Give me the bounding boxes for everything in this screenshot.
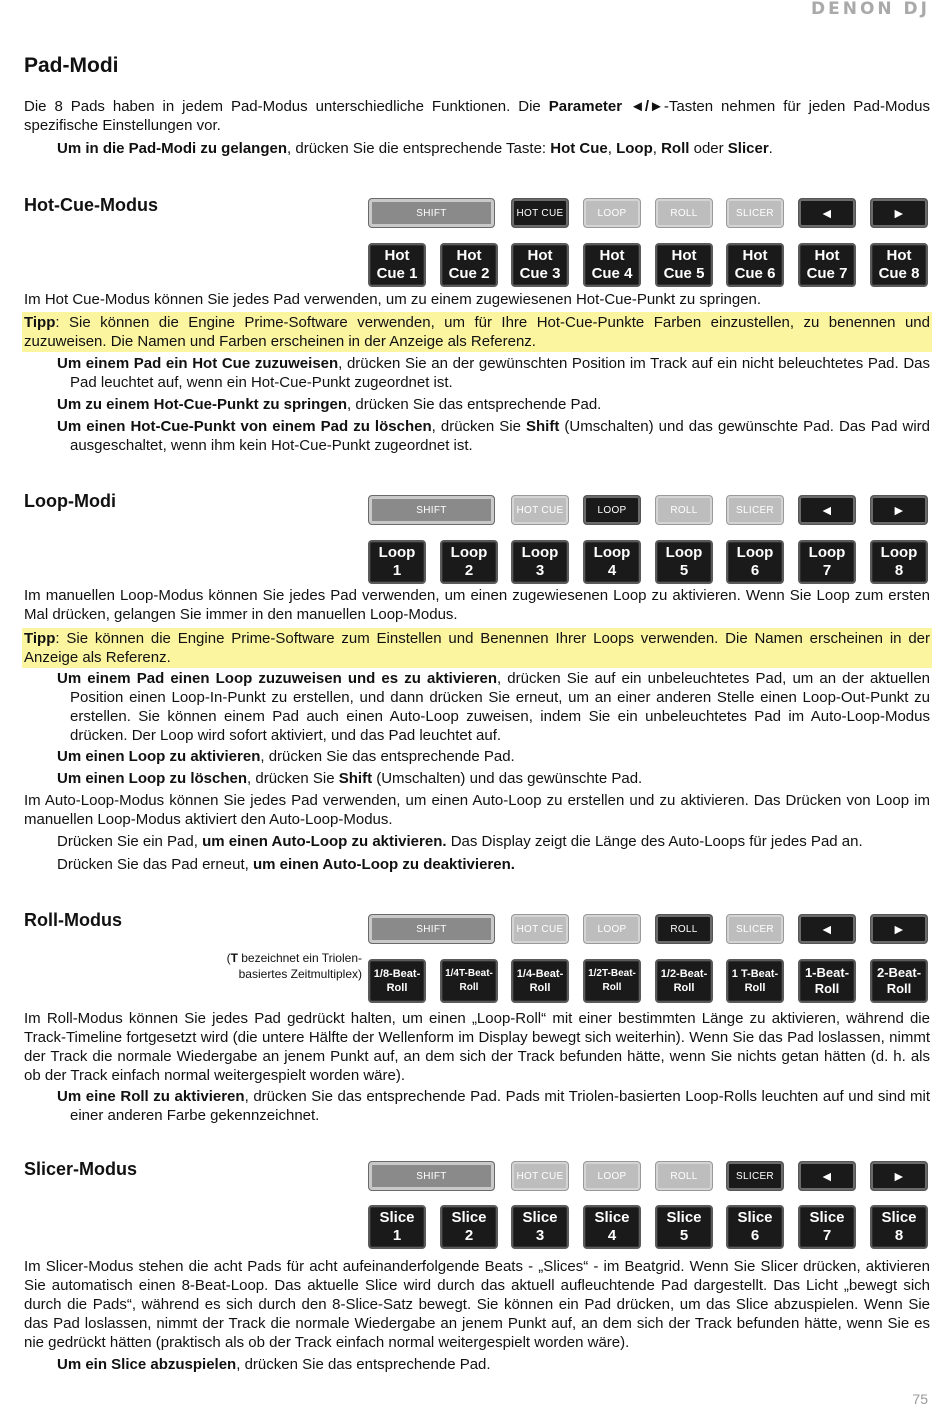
param-left-button[interactable]: ◄ xyxy=(798,1161,856,1191)
slicer-button[interactable]: SLICER xyxy=(726,495,784,525)
slicer-instruction-play: Um ein Slice abzuspielen, drücken Sie das entsprechende Pad. xyxy=(57,1356,491,1373)
shift-button[interactable]: SHIFT xyxy=(368,495,495,525)
param-left-button[interactable]: ◄ xyxy=(798,495,856,525)
slicer-pad-5[interactable]: Slice 5 xyxy=(655,1205,713,1249)
roll-button[interactable]: ROLL xyxy=(655,1161,713,1191)
slicer-pad-1[interactable]: Slice 1 xyxy=(368,1205,426,1249)
hotcue-control-row xyxy=(368,198,930,228)
roll-paragraph: Im Roll-Modus können Sie jedes Pad gedrückt halten, um einen „Loop-Roll“ mit einer bestimmten Länge zu aktivieren, während die Track-Timeline fortgesetzt wird (die untere Hälfte der Wellenform im Display bewegt sich weiterhin). Wenn Sie das Pad loslassen, nimmt der Track die normale Wiedergabe an jenem Punkt auf, an dem sich der Track befunden hätte, wenn Sie nichts getan hätten (d. h. als ob der Track einfach normal weitergespielt worden wäre). xyxy=(24,1010,930,1084)
hot-cue-button[interactable]: HOT CUE xyxy=(511,198,569,228)
loop-pad-5[interactable]: Loop 5 xyxy=(655,540,713,584)
loop-pad-row xyxy=(368,540,930,584)
slicer-button[interactable]: SLICER xyxy=(726,914,784,944)
param-left-button[interactable]: ◄ xyxy=(798,914,856,944)
loop-instruction-activate: Um einen Loop zu aktivieren, drücken Sie das entsprechende Pad. xyxy=(57,748,515,765)
roll-pad-7[interactable]: 1-Beat- Roll xyxy=(798,959,856,1003)
roll-instruction-activate: Um eine Roll zu aktivieren, drücken Sie das entsprechende Pad. Pads mit Triolen-basierten Loop-Rolls leuchten auf und sind mit einer anderen Farbe gekennzeichnet. xyxy=(57,1088,931,1124)
loop-button[interactable]: LOOP xyxy=(583,1161,641,1191)
hotcue-paragraph: Im Hot Cue-Modus können Sie jedes Pad verwenden, um zu einem zugewiesenen Hot-Cue-Punkt zu springen. xyxy=(24,291,762,308)
slicer-button[interactable]: SLICER xyxy=(726,198,784,228)
slicer-paragraph: Im Slicer-Modus stehen die acht Pads für acht aufeinanderfolgende Beats - „Slices“ - im Beatgrid. Wenn Sie Slicer drücken, aktivieren Sie automatisch einen 8-Beat-Loop. Das aktuelle Slice wird durch das aktuell aufleuchtende Pad dargestellt. Das Licht „bewegt sich durch die Pads“, während es sich durch den 8-Slice-Satz bewegt. Sie können ein Pad drücken, um das Slice abzuspielen. Wenn Sie das Pad loslassen, nimmt der Track die normale Wiedergabe an jenem Punkt auf, an dem sich der Track befunden hätte, wenn Sie es nie gedrückt hätten (praktisch als ob der Track einfach normal weitergespielt worden wäre). xyxy=(24,1258,930,1351)
shift-button[interactable]: SHIFT xyxy=(368,914,495,944)
roll-control-row xyxy=(368,914,930,944)
hotcue-pad-5[interactable]: Hot Cue 5 xyxy=(655,243,713,287)
loop-paragraph-auto: Im Auto-Loop-Modus können Sie jedes Pad verwenden, um einen Auto-Loop zu erstellen und zu aktivieren. Das Drücken von Loop im manuellen Loop-Modus aktiviert den Auto-Loop-Modus. xyxy=(24,792,930,828)
roll-pad-row xyxy=(368,959,930,1003)
param-right-button[interactable]: ► xyxy=(870,914,928,944)
shift-button[interactable]: SHIFT xyxy=(368,1161,495,1191)
loop-heading: Loop-Modi xyxy=(24,491,116,511)
hotcue-instruction-assign: Um einem Pad ein Hot Cue zuzuweisen, drücken Sie an der gewünschten Position im Track auf ein nicht beleuchtetes Pad. Das Pad leuchtet auf, wenn ein Hot-Cue-Punkt zugeordnet ist. xyxy=(57,355,930,391)
param-left-button[interactable]: ◄ xyxy=(798,198,856,228)
roll-heading: Roll-Modus xyxy=(24,910,122,930)
page-title: Pad-Modi xyxy=(24,54,119,77)
loop-pad-8[interactable]: Loop 8 xyxy=(870,540,928,584)
hotcue-instruction-delete: Um einen Hot-Cue-Punkt von einem Pad zu löschen, drücken Sie Shift (Umschalten) und das gewünschte Pad. Das Pad wird ausgeschaltet, wenn ihm kein Hot-Cue-Punkt zugeordnet ist. xyxy=(57,418,930,454)
hotcue-instruction-jump: Um zu einem Hot-Cue-Punkt zu springen, drücken Sie das entsprechende Pad. xyxy=(57,396,602,413)
hotcue-pad-2[interactable]: Hot Cue 2 xyxy=(440,243,498,287)
loop-instruction-delete: Um einen Loop zu löschen, drücken Sie Shift (Umschalten) und das gewünschte Pad. xyxy=(57,770,643,787)
slicer-control-row xyxy=(368,1161,930,1191)
shift-button[interactable]: SHIFT xyxy=(368,198,495,228)
slicer-pad-3[interactable]: Slice 3 xyxy=(511,1205,569,1249)
loop-button[interactable]: LOOP xyxy=(583,495,641,525)
loop-pad-3[interactable]: Loop 3 xyxy=(511,540,569,584)
intro-instruction: Um in die Pad-Modi zu gelangen, drücken Sie die entsprechende Taste: Hot Cue, Loop, Roll oder Slicer. xyxy=(57,140,773,157)
roll-triplet-note: (T bezeichnet ein Triolen- basiertes Zeitmultiplex) xyxy=(226,951,362,981)
hotcue-pad-row xyxy=(368,243,930,287)
roll-pad-4[interactable]: 1/2T-Beat- Roll xyxy=(583,959,641,1003)
hot-cue-button[interactable]: HOT CUE xyxy=(511,914,569,944)
loop-pad-7[interactable]: Loop 7 xyxy=(798,540,856,584)
page-number: 75 xyxy=(912,1391,928,1407)
param-right-button[interactable]: ► xyxy=(870,1161,928,1191)
slicer-heading: Slicer-Modus xyxy=(24,1159,138,1179)
hotcue-pad-8[interactable]: Hot Cue 8 xyxy=(870,243,928,287)
roll-pad-6[interactable]: 1 T-Beat- Roll xyxy=(726,959,784,1003)
param-right-button[interactable]: ► xyxy=(870,495,928,525)
loop-pad-2[interactable]: Loop 2 xyxy=(440,540,498,584)
roll-button[interactable]: ROLL xyxy=(655,914,713,944)
roll-pad-1[interactable]: 1/8-Beat- Roll xyxy=(368,959,426,1003)
brand-logo: DENON DJ xyxy=(811,0,930,19)
slicer-button[interactable]: SLICER xyxy=(726,1161,784,1191)
hot-cue-button[interactable]: HOT CUE xyxy=(511,495,569,525)
slicer-pad-8[interactable]: Slice 8 xyxy=(870,1205,928,1249)
loop-instruction-assign: Um einem Pad einen Loop zuzuweisen und es zu aktivieren, drücken Sie auf ein unbeleuchtetes Pad, um an der aktuellen Position einen Loop-In-Punkt zu erstellen, und dann drücken Sie erneut, um an einer anderen Stelle einen Loop-Out-Punkt zu erstellen. Sie können einem Pad auch einen Auto-Loop zuweisen, indem Sie ein unbeleuchtetes Pad im Auto-Loop-Modus drücken. Der Loop wird sofort aktiviert, und das Pad leuchtet auf. xyxy=(57,670,931,744)
loop-instruction-auto-off: Drücken Sie das Pad erneut, um einen Auto-Loop zu deaktivieren. xyxy=(57,856,515,873)
param-right-button[interactable]: ► xyxy=(870,198,928,228)
intro-paragraph: Die 8 Pads haben in jedem Pad-Modus unterschiedliche Funktionen. Die Parameter ◄/►-Tasten nehmen für jeden Pad-Modus spezifische Einstellungen vor. xyxy=(24,98,930,134)
roll-pad-8[interactable]: 2-Beat- Roll xyxy=(870,959,928,1003)
roll-pad-2[interactable]: 1/4T-Beat- Roll xyxy=(440,959,498,1003)
loop-pad-4[interactable]: Loop 4 xyxy=(583,540,641,584)
roll-pad-3[interactable]: 1/4-Beat- Roll xyxy=(511,959,569,1003)
hotcue-pad-1[interactable]: Hot Cue 1 xyxy=(368,243,426,287)
slicer-pad-4[interactable]: Slice 4 xyxy=(583,1205,641,1249)
loop-paragraph-manual: Im manuellen Loop-Modus können Sie jedes Pad verwenden, um einen zugewiesenen Loop zu aktivieren. Wenn Sie Loop zum ersten Mal drücken, gelangen Sie immer in den manuellen Loop-Modus. xyxy=(24,587,930,623)
loop-pad-6[interactable]: Loop 6 xyxy=(726,540,784,584)
loop-pad-1[interactable]: Loop 1 xyxy=(368,540,426,584)
hotcue-tip: Tipp: Sie können die Engine Prime-Software verwenden, um für Ihre Hot-Cue-Punkte Farben einzustellen, zu benennen und zuzuweisen. Die Namen und Farben erscheinen in der Anzeige als Referenz. xyxy=(24,314,930,350)
roll-button[interactable]: ROLL xyxy=(655,198,713,228)
slicer-pad-2[interactable]: Slice 2 xyxy=(440,1205,498,1249)
hot-cue-button[interactable]: HOT CUE xyxy=(511,1161,569,1191)
roll-pad-5[interactable]: 1/2-Beat- Roll xyxy=(655,959,713,1003)
hotcue-pad-7[interactable]: Hot Cue 7 xyxy=(798,243,856,287)
hotcue-pad-4[interactable]: Hot Cue 4 xyxy=(583,243,641,287)
loop-tip: Tipp: Sie können die Engine Prime-Software zum Einstellen und Benennen Ihrer Loops verwenden. Die Namen erscheinen in der Anzeige als Referenz. xyxy=(24,630,930,666)
hotcue-pad-6[interactable]: Hot Cue 6 xyxy=(726,243,784,287)
loop-control-row xyxy=(368,495,930,525)
slicer-pad-6[interactable]: Slice 6 xyxy=(726,1205,784,1249)
hotcue-heading: Hot-Cue-Modus xyxy=(24,195,158,215)
slicer-pad-7[interactable]: Slice 7 xyxy=(798,1205,856,1249)
slicer-pad-row xyxy=(368,1205,930,1249)
hotcue-pad-3[interactable]: Hot Cue 3 xyxy=(511,243,569,287)
loop-instruction-auto-on: Drücken Sie ein Pad, um einen Auto-Loop zu aktivieren. Das Display zeigt die Länge des Auto-Loops für jedes Pad an. xyxy=(57,833,863,850)
loop-button[interactable]: LOOP xyxy=(583,914,641,944)
roll-button[interactable]: ROLL xyxy=(655,495,713,525)
loop-button[interactable]: LOOP xyxy=(583,198,641,228)
